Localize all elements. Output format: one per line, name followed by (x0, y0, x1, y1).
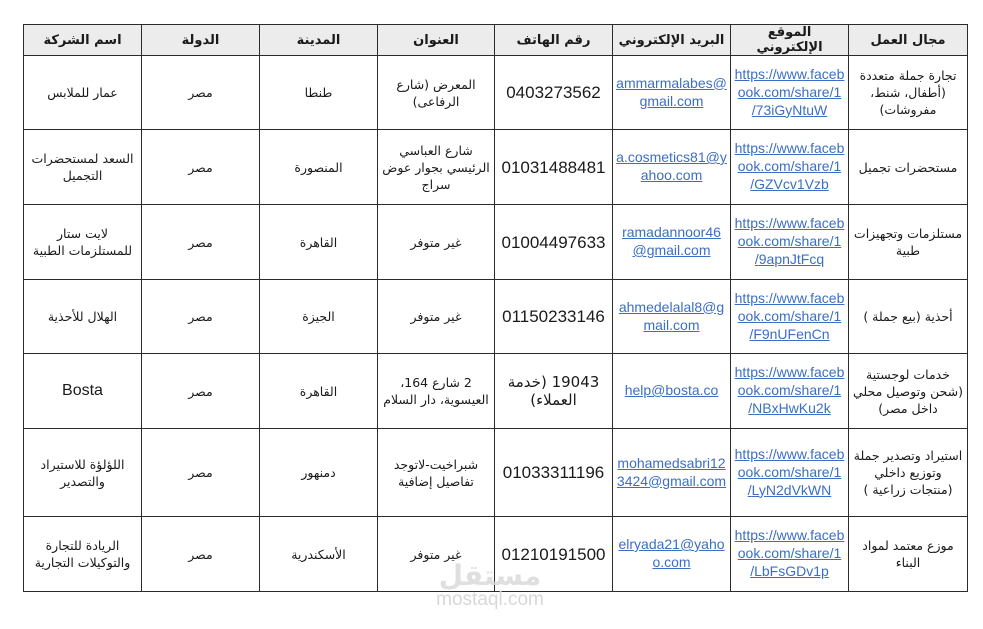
cell-phone: 01210191500 (495, 517, 613, 592)
cell-company: الهلال للأحذية (24, 280, 142, 354)
cell-city: الجيزة (260, 280, 378, 354)
cell-address: المعرض (شارع الرفاعى) (378, 56, 495, 130)
table-row (24, 56, 968, 130)
cell-country: مصر (142, 56, 260, 130)
cell-phone: 0403273562 (495, 56, 613, 130)
cell-phone: 01150233146 (495, 280, 613, 354)
cell-address: غير متوفر (378, 517, 495, 592)
cell-company: الريادة للتجارة والتوكيلات التجارية (24, 517, 142, 592)
website-link[interactable]: https://www.facebook.com/share/173iGyNtuW/ (734, 65, 845, 118)
cell-city: الأسكندرية (260, 517, 378, 592)
header-phone: رقم الهاتف (495, 25, 613, 56)
cell-website (731, 56, 849, 130)
website-link[interactable]: https://www.facebook.com/share/1LyN2dVkWN/ (734, 445, 845, 498)
table-row (24, 517, 968, 592)
cell-address: شارع العباسي الرئيسي بجوار عوض سراج (378, 130, 495, 205)
table-row (24, 354, 968, 429)
cell-city: دمنهور (260, 429, 378, 517)
cell-field: تجارة جملة متعددة (أطفال، شنط، مفروشات) (849, 56, 968, 130)
cell-email (613, 205, 731, 280)
cell-website (731, 517, 849, 592)
cell-company: عمار للملابس (24, 56, 142, 130)
cell-country: مصر (142, 517, 260, 592)
cell-company: Bosta (24, 354, 142, 429)
header-email: البريد الإلكتروني (613, 25, 731, 56)
cell-country: مصر (142, 205, 260, 280)
header-website: الموقع الإلكتروني (731, 25, 849, 56)
table-row (24, 280, 968, 354)
email-link[interactable]: elryada21@yahoo.com (618, 536, 725, 570)
cell-email (613, 354, 731, 429)
cell-email (613, 280, 731, 354)
cell-phone: 01004497633 (495, 205, 613, 280)
cell-company: اللؤلؤة للاستيراد والتصدير (24, 429, 142, 517)
table-row (24, 130, 968, 205)
cell-field: مستلزمات وتجهيزات طبية (849, 205, 968, 280)
email-link[interactable]: mohamedsabri123424@gmail.com (616, 454, 727, 489)
cell-country: مصر (142, 280, 260, 354)
cell-website (731, 280, 849, 354)
watermark-text: mostaql.com (436, 589, 544, 610)
cell-city: طنطا (260, 56, 378, 130)
cell-country: مصر (142, 354, 260, 429)
cell-field: موزع معتمد لمواد البناء (849, 517, 968, 592)
header-country: الدولة (142, 25, 260, 56)
table-row (24, 429, 968, 517)
cell-website (731, 429, 849, 517)
cell-address: غير متوفر (378, 205, 495, 280)
website-link[interactable]: https://www.facebook.com/share/1NBxHwKu2k/ (734, 364, 845, 416)
cell-email (613, 429, 731, 517)
cell-phone: 01031488481 (495, 130, 613, 205)
cell-field: استيراد وتصدير جملة وتوزيع داخلي (منتجات زراعية ) (849, 429, 968, 517)
cell-address: شبراخيت-لاتوجد تفاصيل إضافية (378, 429, 495, 517)
cell-country: مصر (142, 130, 260, 205)
email-link[interactable]: ahmedelalal8@gmail.com (618, 298, 725, 333)
email-link[interactable]: a.cosmetics81@yahoo.com (616, 149, 727, 183)
cell-field: مستحضرات تجميل (849, 130, 968, 205)
cell-country: مصر (142, 429, 260, 517)
cell-email (613, 56, 731, 130)
header-company: اسم الشركة (24, 25, 142, 56)
companies-table (23, 24, 968, 592)
cell-city: القاهرة (260, 354, 378, 429)
cell-address: غير متوفر (378, 280, 495, 354)
header-field: مجال العمل (849, 25, 968, 56)
website-link[interactable]: https://www.facebook.com/share/1LbFsGDv1p/ (734, 527, 845, 579)
email-link[interactable]: help@bosta.co (624, 382, 719, 398)
header-row (24, 25, 968, 56)
cell-email (613, 130, 731, 205)
cell-city: المنصورة (260, 130, 378, 205)
header-city: المدينة (260, 25, 378, 56)
website-link[interactable]: https://www.facebook.com/share/1F9nUFenCn/ (734, 289, 845, 342)
cell-company: لايت ستار للمستلزمات الطبية (24, 205, 142, 280)
email-link[interactable]: ammarmalabes@gmail.com (616, 74, 727, 109)
cell-company: السعد لمستحضرات التجميل (24, 130, 142, 205)
cell-phone: 19043 (خدمة العملاء) (495, 354, 613, 429)
cell-phone: 01033311196 (495, 429, 613, 517)
table-row (24, 205, 968, 280)
cell-address: 2 شارع 164، العيسوية، دار السلام (378, 354, 495, 429)
cell-city: القاهرة (260, 205, 378, 280)
cell-field: أحذية (بيع جملة ) (849, 280, 968, 354)
cell-email (613, 517, 731, 592)
header-address: العنوان (378, 25, 495, 56)
cell-website (731, 354, 849, 429)
website-link[interactable]: https://www.facebook.com/share/1GZVcv1Vzb/ (734, 140, 845, 192)
email-link[interactable]: ramadannoor46@gmail.com (622, 224, 721, 258)
watermark-logo: مستقل (438, 559, 542, 592)
cell-website (731, 130, 849, 205)
cell-website (731, 205, 849, 280)
cell-field: خدمات لوجستية (شحن وتوصيل محلي داخل مصر) (849, 354, 968, 429)
website-link[interactable]: https://www.facebook.com/share/19apnJtFcq/ (734, 215, 845, 267)
